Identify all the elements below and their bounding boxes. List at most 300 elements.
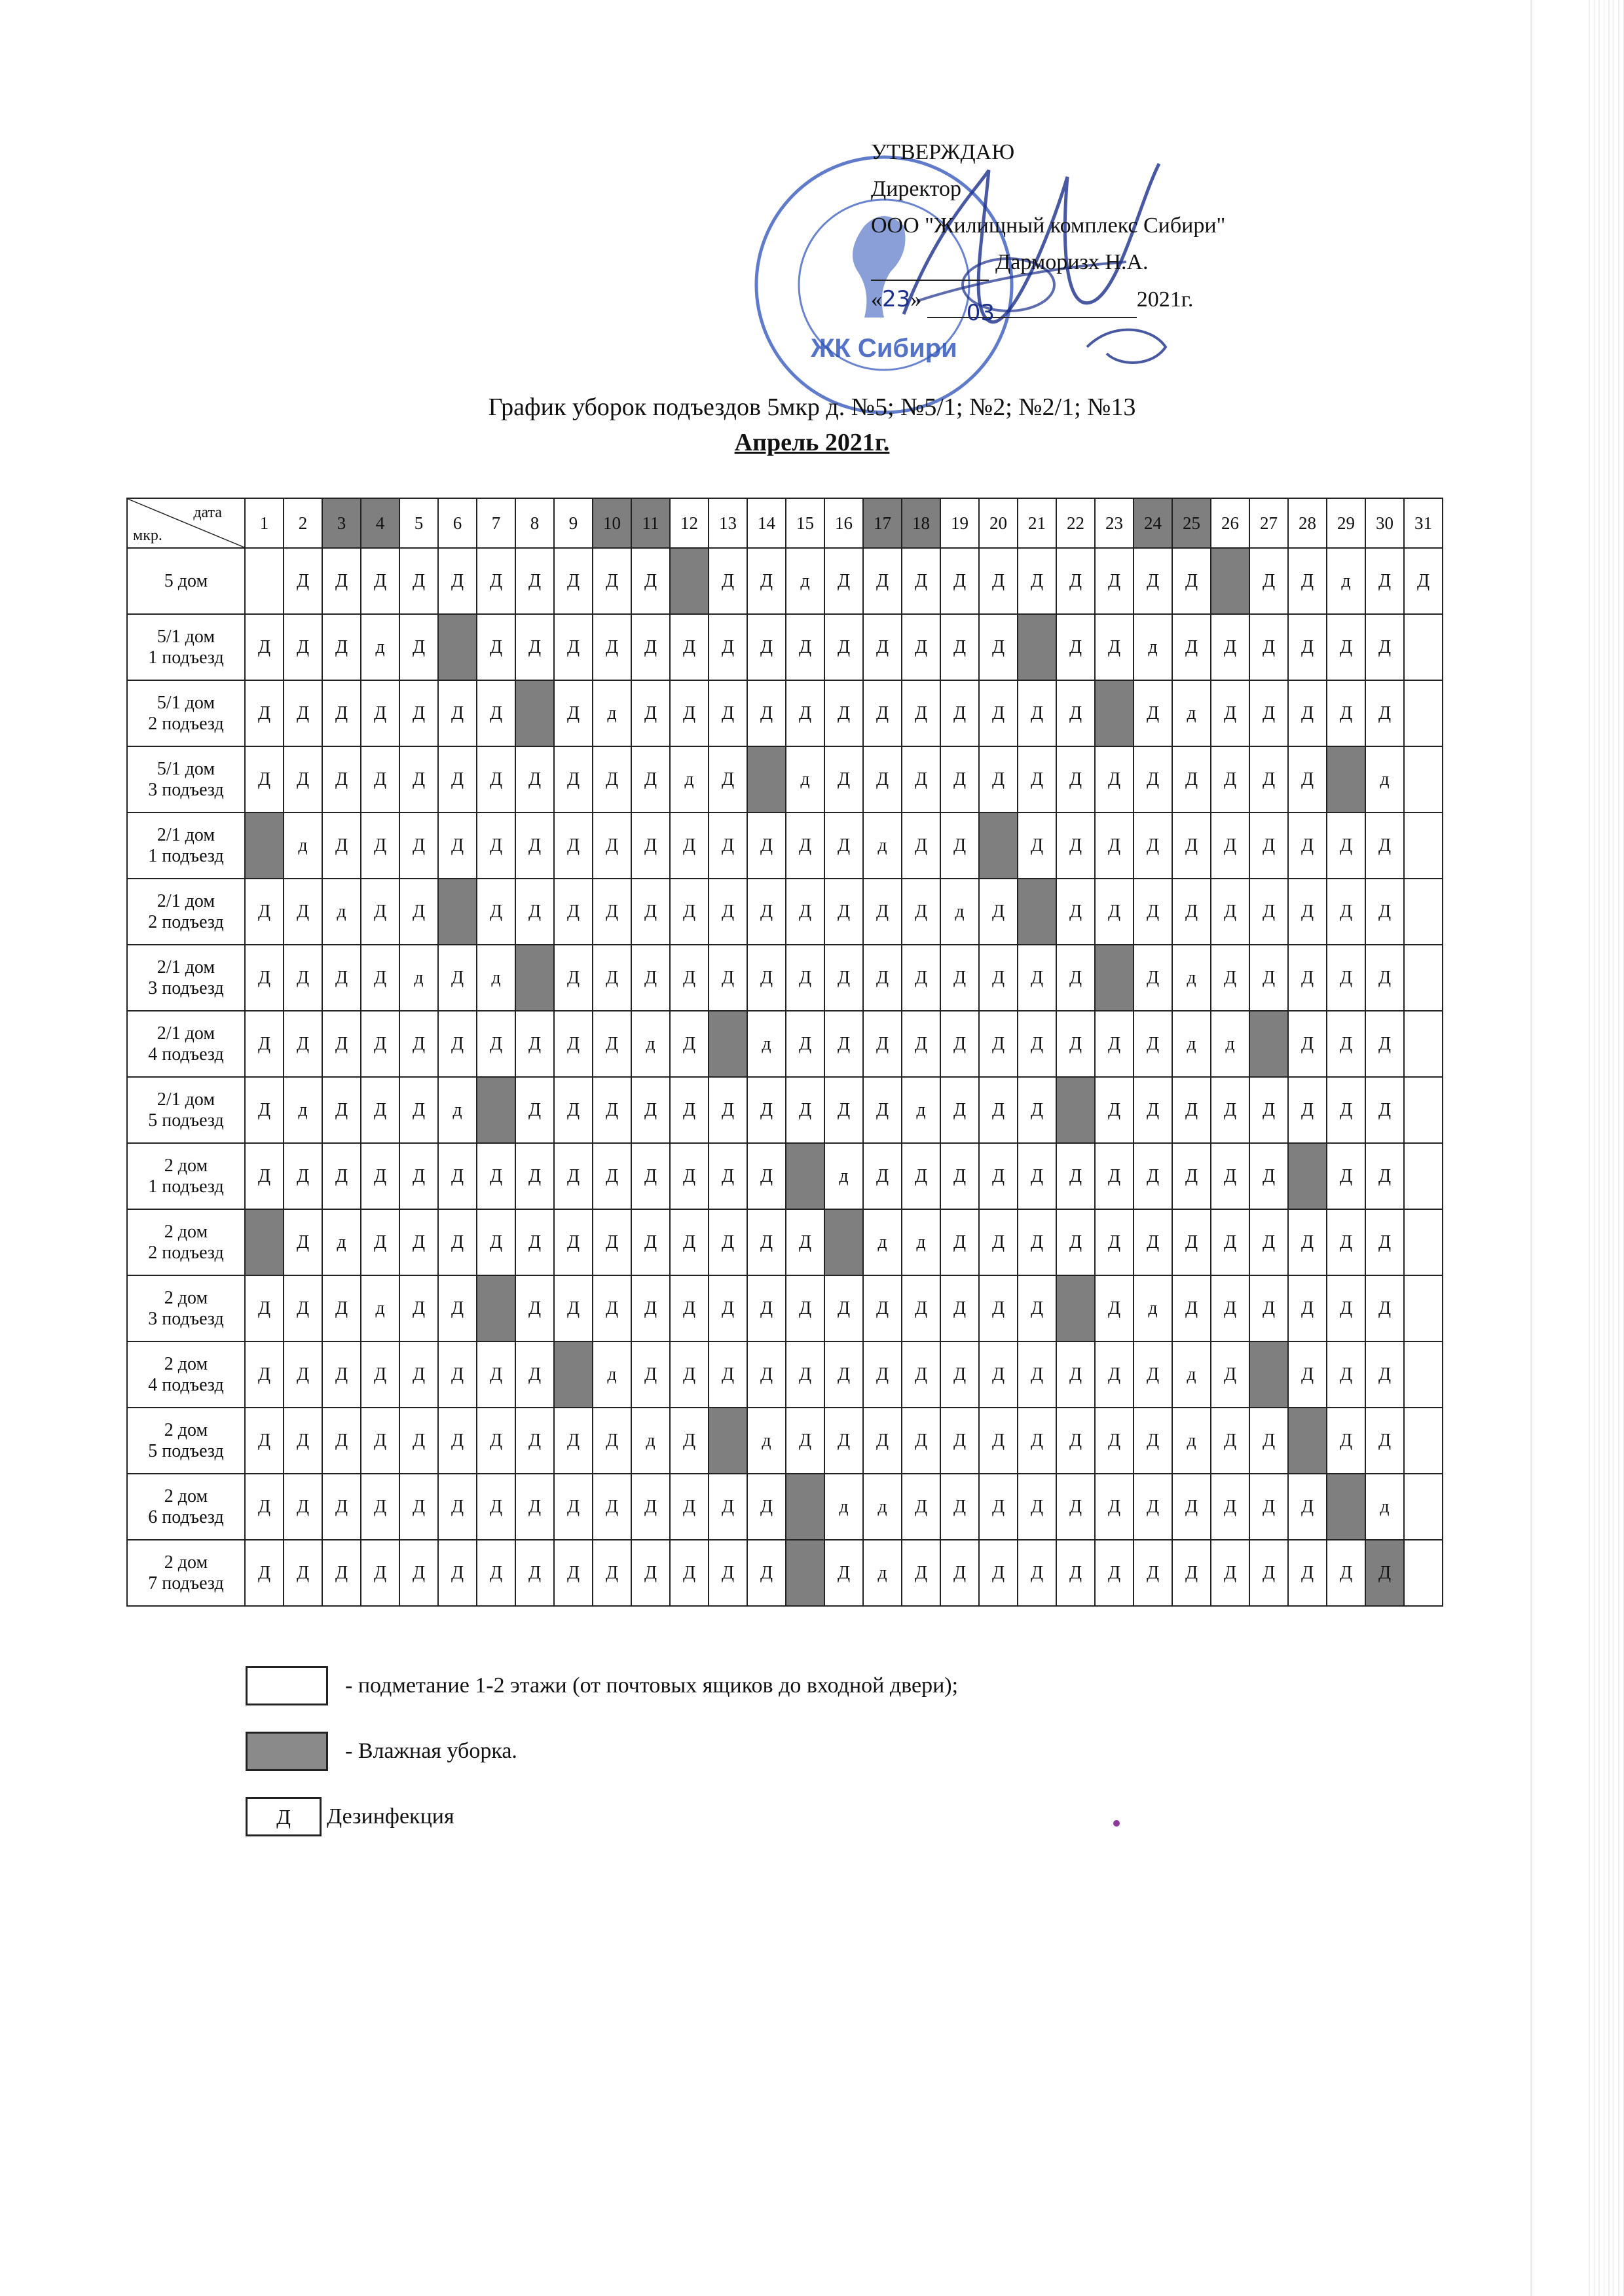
schedule-cell: Д [1018, 1209, 1056, 1275]
day-header: 25 [1172, 498, 1211, 548]
schedule-cell: Д [1211, 1275, 1249, 1341]
schedule-cell: Д [593, 879, 631, 945]
schedule-cell: Д [1327, 614, 1365, 680]
schedule-cell: Д [1288, 680, 1327, 746]
schedule-cell: Д [554, 548, 593, 614]
schedule-cell [1249, 1011, 1288, 1077]
schedule-cell: Д [1018, 1077, 1056, 1143]
schedule-cell: Д [438, 1408, 477, 1474]
schedule-cell: Д [786, 1408, 824, 1474]
schedule-cell: д [670, 746, 709, 812]
schedule-cell: Д [631, 1474, 670, 1540]
schedule-cell [1404, 812, 1443, 879]
schedule-cell: Д [284, 680, 322, 746]
day-header: 1 [245, 498, 284, 548]
schedule-cell: Д [1134, 812, 1172, 879]
schedule-cell: д [1172, 1341, 1211, 1408]
schedule-cell: Д [979, 1011, 1018, 1077]
schedule-cell: Д [1327, 879, 1365, 945]
schedule-cell: Д [863, 548, 902, 614]
row-entrance: 4 подъезд [148, 1044, 224, 1065]
schedule-cell: Д [1095, 1341, 1134, 1408]
schedule-cell: Д [361, 548, 399, 614]
schedule-cell: Д [361, 1209, 399, 1275]
schedule-cell: Д [1172, 614, 1211, 680]
schedule-cell: Д [1172, 812, 1211, 879]
schedule-cell: Д [747, 1341, 786, 1408]
schedule-cell: Д [1056, 548, 1095, 614]
schedule-cell: Д [979, 1474, 1018, 1540]
schedule-cell: Д [709, 1077, 747, 1143]
table-row [127, 1275, 1443, 1341]
schedule-cell: д [1172, 680, 1211, 746]
day-header: 9 [554, 498, 593, 548]
schedule-cell: Д [322, 1540, 361, 1606]
schedule-cell: Д [902, 1143, 940, 1209]
schedule-cell: Д [824, 548, 863, 614]
schedule-cell: Д [361, 945, 399, 1011]
schedule-cell [670, 548, 709, 614]
row-entrance: 3 подъезд [148, 977, 224, 998]
schedule-cell: Д [1249, 1077, 1288, 1143]
schedule-cell: Д [515, 614, 554, 680]
row-label [127, 1077, 245, 1143]
schedule-cell: Д [631, 1540, 670, 1606]
schedule-cell: Д [631, 1275, 670, 1341]
schedule-cell: Д [902, 945, 940, 1011]
schedule-cell: Д [593, 614, 631, 680]
schedule-cell: Д [670, 1011, 709, 1077]
schedule-cell: Д [786, 1341, 824, 1408]
schedule-cell: Д [1172, 1540, 1211, 1606]
schedule-cell: Д [245, 945, 284, 1011]
schedule-cell: Д [670, 1341, 709, 1408]
schedule-cell: Д [322, 680, 361, 746]
schedule-cell: Д [399, 1077, 438, 1143]
schedule-cell: Д [940, 1408, 979, 1474]
schedule-cell: Д [1249, 1209, 1288, 1275]
schedule-cell: д [747, 1408, 786, 1474]
row-entrance: 3 подъезд [148, 1308, 224, 1329]
schedule-cell: Д [1249, 746, 1288, 812]
schedule-cell: Д [322, 1275, 361, 1341]
schedule-cell: Д [631, 548, 670, 614]
schedule-cell: Д [786, 945, 824, 1011]
schedule-cell: Д [245, 1540, 284, 1606]
table-row [127, 1408, 1443, 1474]
row-entrance: 5 подъезд [148, 1110, 224, 1131]
schedule-cell [747, 746, 786, 812]
schedule-cell: Д [477, 614, 515, 680]
schedule-cell [1095, 945, 1134, 1011]
row-building: 2/1 дом [157, 824, 215, 845]
schedule-cell: Д [863, 879, 902, 945]
schedule-cell: Д [1018, 548, 1056, 614]
row-entrance: 7 подъезд [148, 1573, 224, 1594]
schedule-cell: Д [1018, 945, 1056, 1011]
schedule-cell: Д [747, 548, 786, 614]
header-row [127, 498, 1443, 548]
legend-box-grey [246, 1732, 328, 1771]
schedule-cell [1327, 746, 1365, 812]
schedule-cell [1095, 680, 1134, 746]
schedule-cell: Д [1211, 1209, 1249, 1275]
schedule-cell: Д [631, 614, 670, 680]
legend-wet-text: - Влажная уборка. [345, 1739, 517, 1763]
schedule-cell [824, 1209, 863, 1275]
schedule-cell: Д [1249, 1275, 1288, 1341]
schedule-cell: Д [1134, 1408, 1172, 1474]
schedule-cell: Д [554, 1474, 593, 1540]
schedule-cell: Д [477, 812, 515, 879]
schedule-cell: Д [1172, 1474, 1211, 1540]
row-entrance: 1 подъезд [148, 845, 224, 866]
schedule-cell: Д [399, 548, 438, 614]
schedule-cell: Д [786, 879, 824, 945]
schedule-cell: Д [245, 1408, 284, 1474]
schedule-cell: Д [245, 614, 284, 680]
row-building: 2 дом [164, 1353, 208, 1374]
schedule-cell: Д [593, 548, 631, 614]
schedule-cell: Д [245, 1077, 284, 1143]
schedule-cell: Д [670, 945, 709, 1011]
schedule-cell: Д [438, 1209, 477, 1275]
row-entrance: 2 подъезд [148, 713, 224, 734]
schedule-cell: Д [940, 1077, 979, 1143]
schedule-cell: Д [824, 945, 863, 1011]
schedule-cell: Д [1134, 548, 1172, 614]
schedule-cell: Д [940, 812, 979, 879]
legend-sweeping-text: - подметание 1-2 этажи (от почтовых ящиков до входной двери); [345, 1673, 959, 1698]
schedule-cell: Д [1211, 614, 1249, 680]
schedule-cell: Д [361, 1341, 399, 1408]
schedule-cell: Д [554, 1275, 593, 1341]
row-building: 2 дом [164, 1552, 208, 1573]
schedule-cell: Д [1211, 1540, 1249, 1606]
schedule-cell: д [1365, 746, 1404, 812]
schedule-cell: Д [399, 1275, 438, 1341]
approval-position: Директор [871, 177, 961, 201]
schedule-cell [1288, 1408, 1327, 1474]
schedule-cell: Д [824, 680, 863, 746]
row-building: 2 дом [164, 1155, 208, 1176]
schedule-cell: Д [1056, 1540, 1095, 1606]
schedule-cell: Д [1172, 1143, 1211, 1209]
schedule-cell: д [902, 1209, 940, 1275]
schedule-cell: Д [593, 1209, 631, 1275]
approval-name: Дарморизх Н.А. [995, 250, 1149, 274]
schedule-cell [1288, 1143, 1327, 1209]
schedule-cell: Д [940, 945, 979, 1011]
schedule-cell: д [438, 1077, 477, 1143]
schedule-cell: Д [631, 945, 670, 1011]
row-entrance: 3 подъезд [148, 779, 224, 800]
schedule-cell: Д [1288, 1077, 1327, 1143]
schedule-cell: Д [1327, 1077, 1365, 1143]
schedule-cell: Д [322, 614, 361, 680]
schedule-cell: д [1172, 1011, 1211, 1077]
schedule-cell: Д [979, 1209, 1018, 1275]
row-building: 2 дом [164, 1419, 208, 1440]
scan-artifact-line [1530, 0, 1532, 2296]
schedule-cell: Д [554, 1408, 593, 1474]
schedule-cell: д [1172, 1408, 1211, 1474]
row-building: 5/1 дом [157, 758, 215, 779]
schedule-cell: д [902, 1077, 940, 1143]
schedule-cell: Д [709, 945, 747, 1011]
schedule-cell: Д [1288, 1011, 1327, 1077]
schedule-cell: Д [1365, 879, 1404, 945]
schedule-cell: д [593, 680, 631, 746]
schedule-cell: д [747, 1011, 786, 1077]
schedule-cell: Д [1134, 1143, 1172, 1209]
schedule-cell: Д [322, 548, 361, 614]
schedule-cell: Д [284, 1275, 322, 1341]
schedule-cell: Д [1056, 1474, 1095, 1540]
schedule-cell: Д [1095, 548, 1134, 614]
schedule-cell: Д [670, 1077, 709, 1143]
schedule-cell: Д [709, 812, 747, 879]
schedule-cell: Д [438, 945, 477, 1011]
schedule-cell [1404, 746, 1443, 812]
schedule-cell: Д [438, 812, 477, 879]
day-header: 30 [1365, 498, 1404, 548]
table-row [127, 1077, 1443, 1143]
schedule-cell: Д [747, 879, 786, 945]
schedule-cell: Д [1288, 1341, 1327, 1408]
schedule-cell: Д [1056, 1408, 1095, 1474]
schedule-cell: Д [1365, 1209, 1404, 1275]
schedule-cell: Д [1018, 1275, 1056, 1341]
row-label [127, 746, 245, 812]
schedule-cell: Д [554, 879, 593, 945]
schedule-cell: Д [940, 1474, 979, 1540]
legend-disinfection-text: Дезинфекция [327, 1804, 454, 1829]
schedule-cell: д [824, 1143, 863, 1209]
schedule-cell: Д [1249, 548, 1288, 614]
schedule-cell: д [824, 1474, 863, 1540]
schedule-cell: Д [361, 746, 399, 812]
schedule-cell: Д [631, 680, 670, 746]
schedule-cell [786, 1540, 824, 1606]
approval-heading: УТВЕРЖДАЮ [871, 140, 1015, 164]
schedule-cell: Д [399, 1341, 438, 1408]
schedule-cell: Д [631, 1341, 670, 1408]
row-building: 2/1 дом [157, 890, 215, 911]
schedule-cell: Д [515, 1275, 554, 1341]
approval-block [871, 134, 1226, 326]
schedule-cell: Д [1095, 1540, 1134, 1606]
schedule-cell: Д [1134, 1474, 1172, 1540]
schedule-cell: Д [786, 1209, 824, 1275]
schedule-cell: Д [438, 1143, 477, 1209]
schedule-cell: Д [824, 1077, 863, 1143]
approval-date: «23» 032021г. [871, 286, 1194, 326]
schedule-cell: Д [1134, 1077, 1172, 1143]
schedule-cell: Д [863, 1408, 902, 1474]
day-header: 13 [709, 498, 747, 548]
day-header: 21 [1018, 498, 1056, 548]
schedule-cell: Д [399, 614, 438, 680]
schedule-cell: Д [747, 945, 786, 1011]
schedule-cell: Д [902, 812, 940, 879]
schedule-cell [245, 1209, 284, 1275]
schedule-cell [1056, 1077, 1095, 1143]
schedule-cell: Д [863, 680, 902, 746]
schedule-cell: Д [593, 1011, 631, 1077]
schedule-cell: Д [709, 1341, 747, 1408]
schedule-cell: Д [361, 1474, 399, 1540]
schedule-cell: д [786, 548, 824, 614]
schedule-cell: Д [902, 1341, 940, 1408]
schedule-cell [1404, 1540, 1443, 1606]
day-header: 6 [438, 498, 477, 548]
schedule-cell: д [631, 1408, 670, 1474]
schedule-cell: Д [1018, 1408, 1056, 1474]
schedule-cell: Д [399, 812, 438, 879]
row-label [127, 680, 245, 746]
schedule-cell: Д [631, 1209, 670, 1275]
schedule-cell [1404, 614, 1443, 680]
day-header: 5 [399, 498, 438, 548]
schedule-cell [786, 1474, 824, 1540]
schedule-cell: Д [515, 1341, 554, 1408]
day-header: 14 [747, 498, 786, 548]
schedule-cell: Д [631, 812, 670, 879]
schedule-cell: Д [1365, 1341, 1404, 1408]
day-header: 16 [824, 498, 863, 548]
schedule-cell: Д [1056, 1341, 1095, 1408]
schedule-cell: Д [361, 879, 399, 945]
schedule-cell: Д [1288, 746, 1327, 812]
schedule-cell: Д [1018, 680, 1056, 746]
schedule-cell: Д [477, 1209, 515, 1275]
schedule-cell: д [1134, 1275, 1172, 1341]
schedule-cell: Д [1327, 680, 1365, 746]
schedule-cell: Д [1365, 1275, 1404, 1341]
schedule-cell: Д [361, 1077, 399, 1143]
schedule-cell: Д [1249, 1143, 1288, 1209]
row-building: 2/1 дом [157, 1023, 215, 1044]
schedule-cell: Д [940, 1209, 979, 1275]
schedule-cell: Д [399, 746, 438, 812]
day-header: 8 [515, 498, 554, 548]
schedule-cell: Д [1018, 1341, 1056, 1408]
table-row [127, 1540, 1443, 1606]
schedule-cell: Д [515, 1077, 554, 1143]
row-entrance: 2 подъезд [148, 1242, 224, 1263]
table-row [127, 1011, 1443, 1077]
schedule-title: График уборок подъездов 5мкр д. №5; №5/1; №2; №2/1; №13 [488, 393, 1136, 421]
date-quote: « [871, 287, 882, 312]
schedule-cell: Д [1288, 1275, 1327, 1341]
schedule-cell: Д [631, 1077, 670, 1143]
schedule-cell: Д [284, 1540, 322, 1606]
table-row [127, 746, 1443, 812]
schedule-cell: Д [361, 1011, 399, 1077]
schedule-cell: д [1365, 1474, 1404, 1540]
schedule-cell [1056, 1275, 1095, 1341]
schedule-cell: Д [438, 680, 477, 746]
schedule-cell: Д [438, 1474, 477, 1540]
schedule-cell: д [399, 945, 438, 1011]
schedule-cell: Д [477, 1341, 515, 1408]
schedule-cell: Д [1365, 680, 1404, 746]
schedule-cell: Д [709, 1275, 747, 1341]
schedule-cell: Д [245, 879, 284, 945]
schedule-cell: д [284, 812, 322, 879]
schedule-cell: Д [1095, 614, 1134, 680]
schedule-cell: Д [747, 680, 786, 746]
schedule-cell: Д [1288, 1474, 1327, 1540]
schedule-cell: Д [1018, 1474, 1056, 1540]
schedule-cell: Д [515, 812, 554, 879]
schedule-cell: Д [361, 812, 399, 879]
row-label [127, 1540, 245, 1606]
schedule-cell: Д [863, 746, 902, 812]
row-building: 2 дом [164, 1485, 208, 1506]
schedule-cell: Д [554, 1209, 593, 1275]
day-header: 23 [1095, 498, 1134, 548]
day-header: 20 [979, 498, 1018, 548]
schedule-cell: Д [1249, 879, 1288, 945]
schedule-cell: Д [1018, 1011, 1056, 1077]
schedule-cell [1404, 1011, 1443, 1077]
schedule-cell: Д [361, 1540, 399, 1606]
schedule-cell: Д [515, 1540, 554, 1606]
schedule-cell: Д [477, 879, 515, 945]
schedule-cell [1249, 1341, 1288, 1408]
legend-sweeping [246, 1666, 958, 1705]
day-header: 10 [593, 498, 631, 548]
schedule-cell: Д [322, 746, 361, 812]
row-label [127, 1474, 245, 1540]
day-header: 15 [786, 498, 824, 548]
schedule-cell: Д [824, 1540, 863, 1606]
schedule-cell: Д [1211, 1077, 1249, 1143]
schedule-cell: Д [979, 1408, 1018, 1474]
schedule-cell: Д [709, 1209, 747, 1275]
schedule-cell: Д [284, 746, 322, 812]
schedule-cell: Д [361, 1143, 399, 1209]
date-month: 03 [966, 300, 995, 326]
schedule-cell: Д [438, 1540, 477, 1606]
schedule-cell: Д [554, 812, 593, 879]
schedule-cell: Д [709, 680, 747, 746]
schedule-cell: Д [1365, 1540, 1404, 1606]
schedule-cell: д [322, 1209, 361, 1275]
schedule-cell: Д [1249, 945, 1288, 1011]
schedule-cell: Д [979, 1143, 1018, 1209]
schedule-cell: Д [979, 1540, 1018, 1606]
schedule-cell: Д [709, 614, 747, 680]
legend-box-d: Д [246, 1797, 322, 1836]
schedule-cell: Д [863, 1275, 902, 1341]
schedule-cell: Д [515, 1408, 554, 1474]
schedule-cell: Д [593, 1275, 631, 1341]
schedule-cell: Д [1211, 680, 1249, 746]
table-row [127, 1209, 1443, 1275]
row-label [127, 614, 245, 680]
day-header: 28 [1288, 498, 1327, 548]
schedule-cell: Д [515, 1011, 554, 1077]
schedule-cell: Д [245, 1474, 284, 1540]
row-entrance: 4 подъезд [148, 1374, 224, 1395]
schedule-cell: Д [786, 812, 824, 879]
schedule-cell: Д [747, 1540, 786, 1606]
schedule-cell: Д [1095, 1077, 1134, 1143]
schedule-cell: Д [670, 1474, 709, 1540]
